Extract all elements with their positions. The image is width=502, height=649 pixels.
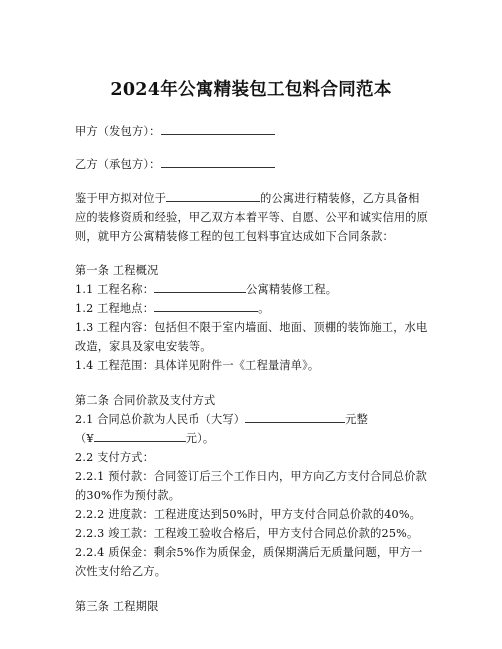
preamble-text-2: 的公寓进行精装修，乙方具备相应的装修资质和经验，甲乙双方本着平等、自愿、公平和诚实信用的原则，就甲方公寓精装修工程的包工包料事宜达成如下合同条款： bbox=[75, 192, 429, 243]
item-1-1-label: 1.1 工程名称： bbox=[75, 283, 155, 296]
preamble-paragraph bbox=[75, 189, 430, 246]
yuan-prefix: （¥ bbox=[75, 432, 94, 445]
party-b-line bbox=[75, 155, 442, 174]
price-words-blank bbox=[245, 411, 345, 423]
article-2-item-2-2: 2.2.2 进度款：工程进度达到50%时，甲方支付合同总价款的40%。 bbox=[75, 508, 422, 521]
item-2-1-unit: 元整 bbox=[345, 413, 368, 426]
article-2-item-2-3: 2.2.3 竣工款：工程竣工验收合格后，甲方支付合同总价款的25%。 bbox=[75, 527, 419, 540]
preamble-text-1: 鉴于甲方拟对位于 bbox=[75, 192, 167, 205]
article-2-item-2: 2.2 支付方式： bbox=[75, 451, 155, 464]
item-2-1-label: 2.1 合同总价款为人民币（大写） bbox=[75, 413, 246, 426]
article-2-item-1 bbox=[75, 410, 442, 429]
item-1-1-suffix: 公寓精装修工程。 bbox=[246, 283, 338, 296]
party-a-label: 甲方（发包方）： bbox=[75, 125, 161, 138]
article-2-item-1-amount bbox=[75, 429, 442, 448]
price-figure-blank bbox=[94, 430, 186, 442]
preamble-location-blank bbox=[166, 190, 260, 202]
article-3-heading: 第三条 工程期限 bbox=[75, 600, 159, 613]
party-b-blank bbox=[161, 156, 275, 168]
article-2-heading: 第二条 合同价款及支付方式 bbox=[75, 394, 216, 407]
article-1-heading: 第一条 工程概况 bbox=[75, 264, 159, 277]
party-b-label: 乙方（承包方）： bbox=[75, 158, 161, 171]
yuan-suffix: 元）。 bbox=[185, 432, 215, 445]
party-a-line bbox=[75, 122, 442, 141]
article-1-item-2 bbox=[75, 299, 442, 318]
article-2-item-2-1: 2.2.1 预付款：合同签订后三个工作日内，甲方向乙方支付合同总价款的30%作为预付款。 bbox=[75, 470, 428, 502]
project-location-blank bbox=[154, 300, 258, 312]
item-1-2-label: 1.2 工程地点： bbox=[75, 302, 155, 315]
article-2-item-2-4: 2.2.4 质保金：剩余5%作为质保金，质保期满后无质量问题，甲方一次性支付给乙方。 bbox=[75, 546, 423, 578]
project-name-blank bbox=[154, 281, 246, 293]
party-a-blank bbox=[161, 123, 275, 135]
item-1-2-suffix: 。 bbox=[258, 302, 270, 315]
document-title: 2024年公寓精装包工包料合同范本 bbox=[110, 80, 392, 100]
article-1-item-3: 1.3 工程内容：包括但不限于室内墙面、地面、顶棚的装饰施工，水电改造，家具及家电安装等。 bbox=[75, 321, 428, 353]
article-1-item-1 bbox=[75, 280, 442, 299]
article-1-item-4: 1.4 工程范围：具体详见附件一《工程量清单》。 bbox=[75, 359, 320, 372]
